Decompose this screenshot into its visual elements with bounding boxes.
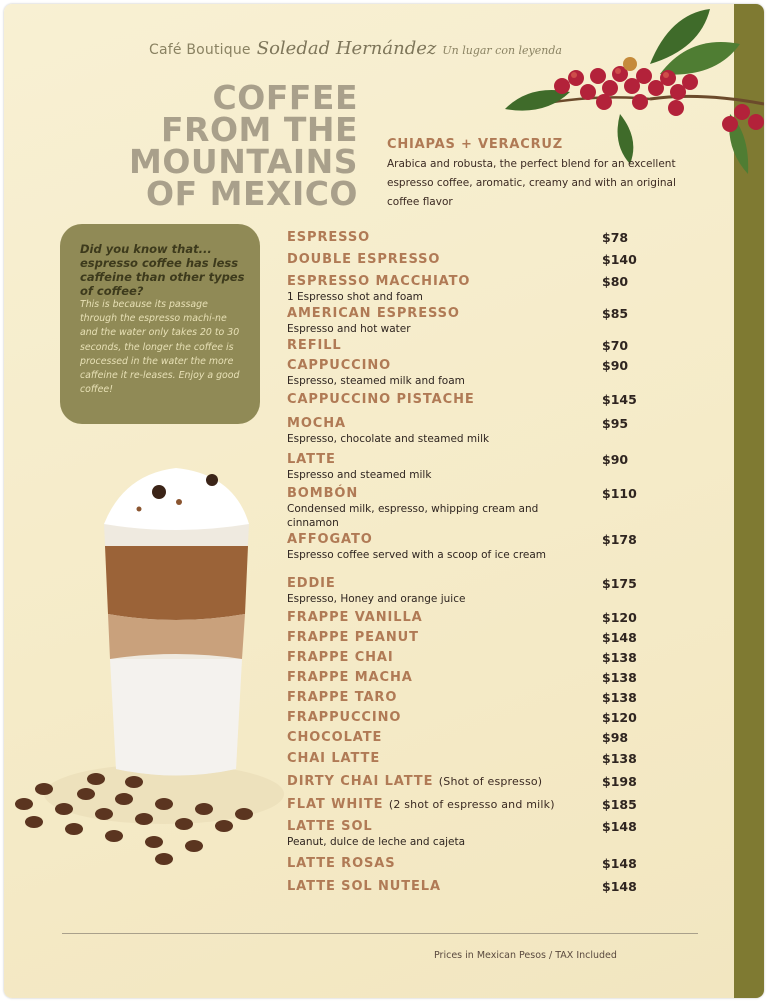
- menu-item-name: LATTE ROSAS: [287, 856, 396, 871]
- menu-item-price: $70: [602, 338, 629, 353]
- menu-item-name: [287, 774, 639, 789]
- menu-item-price: $78: [602, 230, 629, 245]
- menu-item: [287, 416, 639, 446]
- menu-item-name: AFFOGATO: [287, 532, 373, 547]
- menu-item-name: [287, 797, 639, 812]
- menu-item-desc: Peanut, dulce de leche and cajeta: [287, 836, 466, 848]
- menu-item-name: LATTE SOL NUTELA: [287, 879, 441, 894]
- menu-item-price: $120: [602, 610, 637, 625]
- menu-item: [287, 650, 639, 665]
- menu-item-price: $178: [602, 532, 637, 547]
- footer-note: Prices in Mexican Pesos / TAX Included: [434, 950, 617, 961]
- did-you-know-title: Did you know that... espresso coffee has less caffeine than other types of coffee?: [80, 242, 245, 298]
- menu-item-desc: 1 Espresso shot and foam: [287, 291, 423, 303]
- menu-item-name: REFILL: [287, 338, 342, 353]
- menu-item: [287, 670, 639, 685]
- menu-item-price: $148: [602, 879, 637, 894]
- menu-item-note: (2 shot of espresso and milk): [388, 798, 555, 811]
- menu-item-name: FRAPPE TARO: [287, 690, 398, 705]
- menu-item: [287, 774, 639, 789]
- menu-item-price: $140: [602, 252, 637, 267]
- menu-item: [287, 797, 639, 812]
- menu-item-desc: Espresso, Honey and orange juice: [287, 593, 466, 605]
- menu-item-desc: Condensed milk, espresso, whipping cream and cinnamon: [287, 503, 539, 529]
- menu-item-price: $80: [602, 274, 629, 289]
- menu-item-name: ESPRESSO: [287, 230, 371, 245]
- menu-item-name: LATTE SOL: [287, 819, 373, 834]
- menu-item: [287, 338, 639, 353]
- menu-item: [287, 230, 639, 245]
- menu-item-desc: Espresso, chocolate and steamed milk: [287, 433, 490, 445]
- menu-item-price: $110: [602, 486, 637, 501]
- menu-item-name: FRAPPE PEANUT: [287, 630, 419, 645]
- menu-list: [287, 4, 647, 904]
- headline-line: FROM THE: [160, 110, 358, 149]
- menu-item: [287, 576, 639, 606]
- origin-title: CHIAPAS + VERACRUZ: [387, 137, 563, 152]
- menu-item: [287, 452, 639, 482]
- menu-item-price: $90: [602, 452, 629, 467]
- menu-item-desc: Espresso, steamed milk and foam: [287, 375, 465, 387]
- menu-item: [287, 819, 639, 849]
- menu-item-price: $85: [602, 306, 629, 321]
- menu-item: [287, 306, 639, 336]
- menu-item-name: AMERICAN ESPRESSO: [287, 306, 460, 321]
- menu-item-name: MOCHA: [287, 416, 346, 431]
- menu-item-price: $138: [602, 670, 637, 685]
- menu-item-price: $95: [602, 416, 629, 431]
- menu-item-name: EDDIE: [287, 576, 336, 591]
- menu-sheet: [4, 4, 764, 998]
- menu-item-price: $120: [602, 710, 637, 725]
- menu-item-note: (Shot of espresso): [438, 775, 543, 788]
- menu-item: [287, 879, 639, 894]
- menu-item: [287, 710, 639, 725]
- menu-item-price: $198: [602, 774, 637, 789]
- menu-item-name: DOUBLE ESPRESSO: [287, 252, 441, 267]
- menu-item-name: CHAI LATTE: [287, 751, 381, 766]
- did-you-know-box: [60, 224, 260, 424]
- menu-item-name: LATTE: [287, 452, 336, 467]
- menu-item-name-text: FLAT WHITE: [287, 797, 384, 812]
- menu-item-price: $145: [602, 392, 637, 407]
- menu-item-name: ESPRESSO MACCHIATO: [287, 274, 471, 289]
- menu-item: [287, 532, 639, 562]
- menu-item: [287, 252, 639, 267]
- iced-coffee-glass-icon: [4, 464, 284, 884]
- menu-item-name: FRAPPE CHAI: [287, 650, 394, 665]
- menu-item-price: $138: [602, 751, 637, 766]
- menu-item-price: $175: [602, 576, 637, 591]
- menu-item-price: $90: [602, 358, 629, 373]
- menu-item-price: $138: [602, 690, 637, 705]
- menu-item: [287, 730, 639, 745]
- menu-item-price: $148: [602, 819, 637, 834]
- menu-item-price: $148: [602, 856, 637, 871]
- footer-divider: [62, 933, 698, 934]
- menu-item-price: $148: [602, 630, 637, 645]
- menu-item: [287, 610, 639, 625]
- menu-item-name-text: DIRTY CHAI LATTE: [287, 774, 434, 789]
- brand-cafe: Café Boutique: [149, 42, 251, 58]
- menu-item-price: $138: [602, 650, 637, 665]
- menu-item-desc: Espresso and hot water: [287, 323, 411, 335]
- menu-item: [287, 392, 639, 407]
- menu-item: [287, 358, 639, 388]
- headline-line: COFFEE: [212, 78, 358, 117]
- menu-item: [287, 486, 639, 530]
- brand-name: Soledad Hernández: [256, 38, 437, 59]
- menu-item: [287, 630, 639, 645]
- menu-item-name: CAPPUCCINO PISTACHE: [287, 392, 475, 407]
- menu-item-desc: Espresso and steamed milk: [287, 469, 432, 481]
- menu-item-price: $185: [602, 797, 637, 812]
- headline-line: MOUNTAINS: [129, 142, 358, 181]
- menu-item: [287, 690, 639, 705]
- origin-description: Arabica and robusta, the perfect blend for an excellent espresso coffee, aromatic, creamy and with an original coffee flavor: [387, 158, 676, 208]
- menu-item: [287, 751, 639, 766]
- menu-item: [287, 274, 639, 304]
- menu-item: [287, 856, 639, 871]
- menu-item-name: FRAPPE MACHA: [287, 670, 413, 685]
- menu-item-name: FRAPPUCCINO: [287, 710, 402, 725]
- menu-item-name: BOMBÓN: [287, 486, 359, 501]
- menu-item-name: CHOCOLATE: [287, 730, 383, 745]
- brand-tagline: Un lugar con leyenda: [442, 44, 562, 57]
- menu-item-name: CAPPUCCINO: [287, 358, 392, 373]
- did-you-know-body: This is because its passage through the espresso machi-ne and the water only takes 20 to 30 seconds, the longer the coffee is processed in the water the more caffeine it re-leases. Enjoy a good coffee!: [80, 299, 240, 396]
- menu-item-price: $98: [602, 730, 629, 745]
- menu-item-desc: Espresso coffee served with a scoop of ice cream: [287, 549, 547, 561]
- menu-item-name: FRAPPE VANILLA: [287, 610, 423, 625]
- headline-line: OF MEXICO: [146, 174, 358, 213]
